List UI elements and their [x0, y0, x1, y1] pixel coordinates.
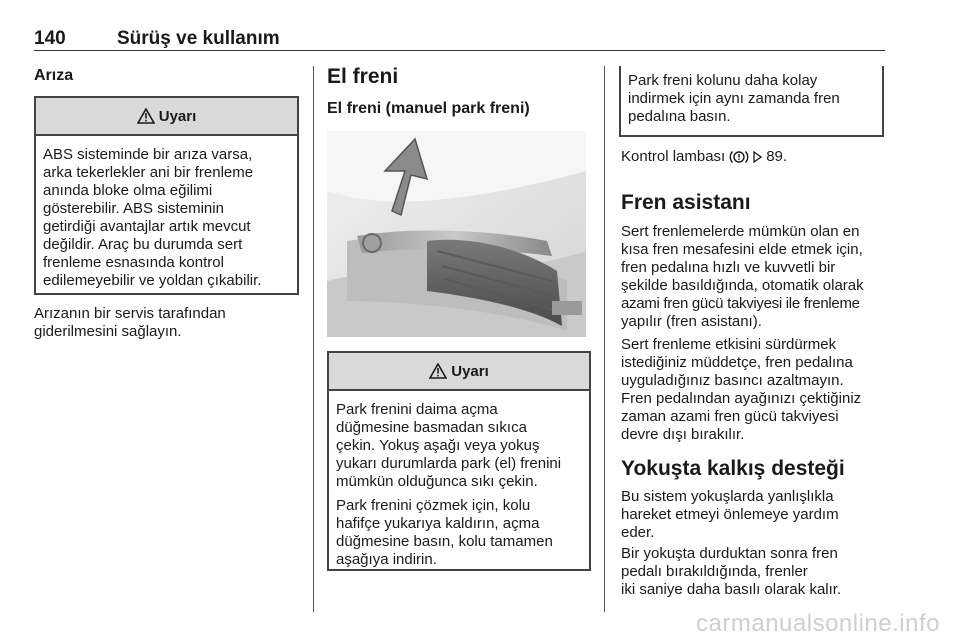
- warning-paragraph: [336, 497, 582, 569]
- text-line: azami fren gücü takviyesi ile frenleme: [621, 295, 860, 312]
- warning-header: [36, 98, 297, 136]
- text-line: düğmesine basmadan sıkıca: [336, 419, 527, 436]
- warning-paragraph: [336, 401, 582, 491]
- control-lamp-text: Kontrol lambası: [621, 148, 726, 165]
- text-line: edilemeyebilir ve yoldan çıkabilir.: [43, 272, 262, 289]
- brake-warning-lamp-icon: [729, 149, 749, 165]
- text-line: Sert frenlemelerde mümkün olan en: [621, 223, 860, 240]
- note-box: [619, 66, 884, 137]
- text-line: indirmek için aynı zamanda fren: [628, 90, 840, 107]
- section-subtitle: El freni (manuel park freni): [327, 100, 530, 117]
- text-line: düğmesine basın, kolu tamamen: [336, 533, 553, 550]
- handbrake-photo: [327, 131, 586, 337]
- text-line: devre dışı bırakılır.: [621, 426, 745, 443]
- text-line: Park frenini daima açma: [336, 401, 498, 418]
- page-number: 140: [34, 28, 66, 49]
- text-line: ABS sisteminde bir arıza varsa,: [43, 146, 253, 163]
- text-line: Park freni kolunu daha kolay: [628, 72, 818, 89]
- chapter-title: Sürüş ve kullanım: [117, 28, 280, 49]
- paragraph-servis: [34, 305, 226, 341]
- warning-text: [329, 391, 589, 569]
- warning-title: Uyarı: [451, 362, 489, 380]
- page-reference: 89.: [766, 148, 788, 165]
- warning-text: [36, 136, 297, 290]
- text-line: yapılır (fren asistanı).: [621, 313, 762, 330]
- text-line: arka tekerlekler ani bir frenleme: [43, 164, 254, 181]
- text-line: aşağıya indirin.: [336, 551, 437, 568]
- text-line: şekilde basıldığında, otomatik olarak: [621, 277, 864, 294]
- text-line: uyguladığınız basıncı azaltmayın.: [621, 372, 844, 389]
- text-line: Sert frenleme etkisini sürdürmek: [621, 336, 837, 353]
- text-line: Bu sistem yokuşlarda yanlışlıkla: [621, 488, 834, 505]
- text-line: eder.: [621, 524, 655, 541]
- text-line: pedalı bırakıldığında, frenler: [621, 563, 808, 580]
- warning-triangle-icon: [429, 363, 447, 379]
- paragraph-fren-asistani-2: [621, 336, 861, 444]
- section-title-el-freni: El freni: [327, 65, 399, 88]
- paragraph-fren-asistani-1: [621, 223, 864, 331]
- text-line: Arızanın bir servis tarafından: [34, 305, 226, 322]
- warning-title: Uyarı: [158, 107, 197, 125]
- text-line: Park frenini çözmek için, kolu: [336, 497, 531, 514]
- paragraph-yokusta-2: [621, 545, 841, 599]
- header-rule: [34, 50, 885, 51]
- text-line: yukarı durumlarda park (el) frenini: [336, 455, 562, 472]
- text-line: hareket etmeyi önlemeye yardım: [621, 506, 839, 523]
- text-line: çekin. Yokuş aşağı veya yokuş: [336, 437, 540, 454]
- text-line: giderilmesini sağlayın.: [34, 323, 182, 340]
- section-title-yokusta: Yokuşta kalkış desteği: [621, 457, 845, 480]
- page-reference-triangle-icon: [753, 151, 762, 163]
- warning-triangle-icon: [137, 108, 155, 124]
- warning-box-abs: [34, 96, 299, 295]
- text-line: pedalına basın.: [628, 108, 731, 125]
- section-heading-ariza: Arıza: [34, 67, 74, 84]
- warning-box-park: [327, 351, 591, 571]
- text-line: getirdiği avantajlar artık mevcut: [43, 218, 251, 235]
- control-lamp-line: [621, 148, 787, 166]
- warning-header: [329, 353, 589, 391]
- text-line: frenleme esnasında kontrol: [43, 254, 224, 271]
- text-line: Fren pedalından ayağınızı çektiğiniz: [621, 390, 862, 407]
- text-line: değildir. Araç bu durumda sert: [43, 236, 243, 253]
- section-title-fren-asistani: Fren asistanı: [621, 191, 751, 214]
- text-line: iki saniye daha basılı olarak kalır.: [621, 581, 842, 598]
- text-line: mümkün olduğunca sıkı çekin.: [336, 473, 538, 490]
- footer-watermark: carmanualsonline.info: [696, 610, 940, 637]
- text-line: gösterebilir. ABS sisteminin: [43, 200, 224, 217]
- handbrake-illustration: [327, 131, 586, 337]
- text-line: Bir yokuşta durduktan sonra fren: [621, 545, 838, 562]
- text-line: kısa fren mesafesini elde etmek için,: [621, 241, 863, 258]
- text-line: fren pedalına hızlı ve kuvvetli bir: [621, 259, 836, 276]
- text-line: zaman azami fren gücü takviyesi: [621, 408, 839, 425]
- paragraph-yokusta-1: [621, 488, 839, 542]
- text-line: anında bloke olma eğilimi: [43, 182, 213, 199]
- text-line: istediğiniz müddetçe, fren pedalına: [621, 354, 853, 371]
- column-divider-1: [313, 66, 314, 612]
- text-line: hafifçe yukarıya kaldırın, açma: [336, 515, 540, 532]
- column-divider-2: [604, 66, 605, 612]
